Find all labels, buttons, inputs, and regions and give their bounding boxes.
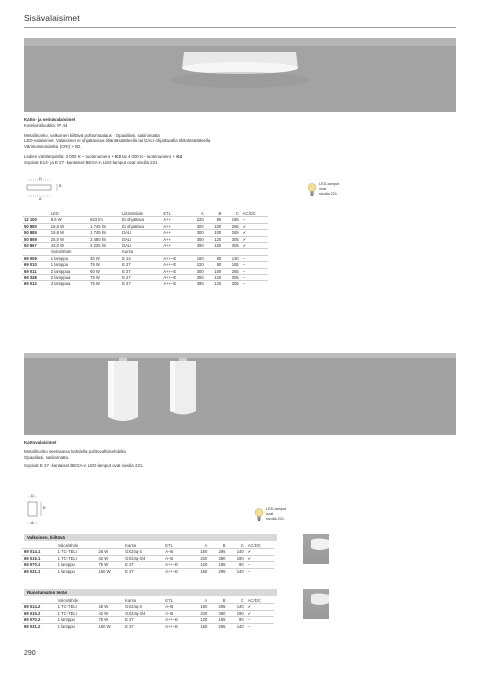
table-cell: – [241,255,268,261]
section1-desc2: LED-valaisimet: Valaisimet ei ohjattavana tiliäntäsäätteella tai DALI-ohjattavalla tiliäntäsäätteella [24,138,211,144]
white-lamp-thumbnail [303,534,329,564]
table-cell: 100 [206,268,224,274]
table-cell: 75 W [88,275,120,281]
table-cell: – [246,617,274,623]
table-cell: DALI [120,230,161,236]
header-divider [24,27,456,28]
dim-label-b: B [59,184,62,188]
table-cell: 305 [223,236,241,242]
table-cell: 140 [228,623,246,629]
table-cell: 4 225 lm [88,243,120,249]
table-cell: 190 [228,555,246,561]
section2-title: Kattovalaisimet [24,440,57,445]
dim2-label-b: B [43,506,46,510]
dimension-diagram-icon-2 [24,494,54,528]
table-cell: 8,5 W [49,217,88,223]
desc4-mid: tai 4 000 K– tuotenumero + [120,153,177,159]
table-cell: 26 W [96,604,123,610]
bulb2-note-line1: LED-lamput [266,507,287,511]
section2-steel-table [22,598,274,629]
ceiling-disc-lamp-image [24,38,456,112]
table-cell: ✔ [246,549,274,555]
table-cell: – [246,562,274,568]
section1-desc1: Metallirunko, valkoinen kiiltävä polttomaalaus · Opaalilasi, satiinimatta [24,132,160,138]
table-cell: 120 [206,281,224,287]
table-cell: A–B [163,555,191,561]
product-code: 50 859 [22,236,49,242]
table-cell: 1 lamppu [56,617,97,623]
table-cell: 923 lm [88,217,120,223]
table-cell: 1 lamppu [49,262,88,268]
product-photo-cylinders [24,353,456,435]
table-cell: 390 [188,281,206,287]
table-cell: 1 TC-TELI [56,610,97,616]
table-cell: 2 lamppua [49,268,88,274]
table-cell: E 27 [123,623,163,629]
table-cell: DALI [120,236,161,242]
section-bar-white: Valkoinen, kiiltävä [24,534,277,541]
page-header-title: Sisävalaisimet [24,13,80,23]
section2-white-table [22,543,274,574]
table-cell: E 14 [120,255,161,261]
table-cell: A++ [161,236,188,242]
table-cell: 160 [191,623,209,629]
product-code: 69 070.2 [22,617,56,623]
product-code: 69 015.1 [22,555,56,561]
table-cell: ✔ [241,243,268,249]
product-code: 50 867 [22,243,49,249]
table-cell: 295 [209,604,227,610]
table-cell: A–B [163,610,191,616]
product-code: 69 011 [22,268,49,274]
table-cell: 1 lamppu [49,255,88,261]
table-cell: 90 [206,262,224,268]
section1-text [24,117,284,166]
product-code: 69 031.1 [22,568,56,574]
table-cell: 100 [206,223,224,229]
table-cell: GX24q-3 [123,549,163,555]
table-cell: 295 [209,549,227,555]
table-cell: 120 [191,562,209,568]
table-cell: 1 745 lm [88,230,120,236]
table-cell: 1 lamppu [56,562,97,568]
table-cell: 220 [191,555,209,561]
bulb2-note-line2: ovat [266,511,274,516]
table-cell: A++–E [163,617,191,623]
table-cell: 220 [188,217,206,223]
section2-desc3: Sopivat E 27 -kantaiset BEGA-n LED-lamput ovat sivulla 221. [24,463,144,469]
table-cell: 380 [209,610,227,616]
table-cell: A++ [161,223,188,229]
table-cell: 295 [209,568,227,574]
table-cell: E 27 [123,562,163,568]
table-cell: 80 [206,255,224,261]
table-cell: 185 [223,217,241,223]
table-cell: 120 [206,275,224,281]
section1-desc5: Sopivat E14- ja E 27 -kantaiset BEGA-n LED-lamput ovat sivulla 221. [24,159,159,165]
table-cell: 150 W [96,623,123,629]
table-cell: 380 [209,555,227,561]
table-cell: 160 [191,549,209,555]
table-cell: 18,8 W [49,223,88,229]
table-cell: E 27 [120,281,161,287]
table-cell: 90 [206,217,224,223]
product-code: 69 348 [22,275,49,281]
desc4-k3: K3 [115,153,121,159]
table-cell: 140 [228,568,246,574]
table-cell: 90 [228,617,246,623]
dim-label-a: A [39,197,42,201]
table-cell: 75 W [88,281,120,287]
table-cell: 150 W [96,568,123,574]
table-cell: 43,0 W [49,243,88,249]
table-cell: A++–E [161,262,188,268]
table-cell: A++ [161,230,188,236]
table-cell: 265 [223,268,241,274]
table-cell: A++–E [163,623,191,629]
product-code: 69 031.2 [22,623,56,629]
table-cell: ✔ [241,230,268,236]
table-cell: A++–E [163,568,191,574]
table-cell: 185 [223,262,241,268]
led-bulb-note-2 [254,507,314,529]
bulb-note-text [319,182,339,196]
product-code: 69 009 [22,255,49,261]
table-cell: 140 [228,549,246,555]
dim2-label-a: A [31,521,34,525]
table-cell: 75 W [96,617,123,623]
table-cell: 42 W [96,555,123,561]
product-code: 50 885 [22,230,49,236]
cylinder-lamps-image [24,353,456,435]
table-cell: ✔ [246,555,274,561]
bulb-note-line3: sivulla 221. [319,191,338,196]
table-cell: – [241,262,268,268]
table-cell: 75 W [88,262,120,268]
table-cell: 1 lamppu [56,623,97,629]
bulb-note-line2: ovat [319,186,327,191]
table-cell: 300 [188,223,206,229]
steel-lamp-thumbnail [303,589,329,619]
table-cell: A++–E [163,562,191,568]
table-cell: Ei ohjattava [120,223,161,229]
table-cell: 160 [191,568,209,574]
table-cell: 42 W [96,610,123,616]
product-code: 69 010 [22,262,49,268]
table-cell: 100 [206,230,224,236]
table-cell: 390 [188,243,206,249]
product-code: 69 015.2 [22,610,56,616]
table-cell: 305 [223,275,241,281]
table-cell: 300 [188,268,206,274]
bulb-note-text-2 [266,507,286,521]
led-bulb-note-1 [307,182,367,204]
table2-header-row: Valonlähde Kanta ETL A B C AC/DC [57,543,261,548]
table-cell: ✔ [246,610,274,616]
table-cell: 305 [223,281,241,287]
table-cell: 140 [228,604,246,610]
table-cell: 265 [223,230,241,236]
bulb-note-line1: LED-lamput [319,182,340,186]
table-cell: 120 [206,243,224,249]
desc4-k4: K4 [176,153,182,159]
table-cell: 26 W [96,549,123,555]
dimension-drawing-2 [24,494,54,528]
table-cell: E 27 [123,568,163,574]
table-cell: E 27 [120,262,161,268]
table-header-row-2: Valonlähde Kanta [22,249,268,255]
table-cell: 350 [188,236,206,242]
table-cell: 120 [206,236,224,242]
table-row [22,623,274,629]
table-cell: 1 745 lm [88,223,120,229]
table-cell: 60 W [88,268,120,274]
product-code: 69 012 [22,281,49,287]
table-cell: 1 TC-TELI [56,555,97,561]
table-cell: 185 [209,562,227,568]
dimension-drawing-1 [24,177,74,203]
table-cell: 300 [188,230,206,236]
table-cell: A++–E [161,281,188,287]
table-cell: – [241,281,268,287]
table-cell: 220 [188,262,206,268]
table-cell: A++ [161,217,188,223]
table-cell: 1 TC-TELI [56,604,97,610]
light-bulb-icon [307,182,317,198]
section1-led-table [22,211,268,287]
table-cell: 190 [228,610,246,616]
table-cell: 3 lamppua [49,281,88,287]
table-cell: – [241,275,268,281]
table-cell: A++–E [161,275,188,281]
section2-desc1: Metallirunko seetasiesa kahdella polttovalhiisehdella [24,448,126,454]
page-number: 290 [24,650,36,657]
table-cell: ✔ [246,604,274,610]
product-code: 50 880 [22,223,49,229]
product-code: 12 100 [22,217,49,223]
bulb2-note-line3: sivulla 221. [266,516,285,521]
table-row [22,281,268,287]
section2-desc2: Opaalilasi, satiinimatta. [24,454,70,460]
table-cell: 305 [223,243,241,249]
section-bar-steel: Ruostumaton teräs [24,589,277,596]
table3-header-row: Valonlähde Kanta ETL A B C AC/DC [57,598,261,603]
table-cell: 220 [191,610,209,616]
section1-desc3: Värintoistoindeksi (CRI) > 80. [24,144,82,150]
table-cell: E 27 [123,617,163,623]
table-cell: 295 [209,623,227,629]
table-cell: – [241,217,268,223]
table-cell: 75 W [96,562,123,568]
table-cell: 18,8 W [49,230,88,236]
table-cell: 130 [223,255,241,261]
table-cell: A++ [161,243,188,249]
table-cell: A++–E [161,255,188,261]
table-cell: DALI [120,243,161,249]
dimension-diagram-icon [24,177,74,203]
table-cell: GX24q-3/4 [123,555,163,561]
table-cell: – [241,268,268,274]
dim2-label-d: D [31,494,34,498]
table-cell: GX24q-3/4 [123,610,163,616]
section1-title: Katto- ja seinävalaisimet [24,117,76,122]
table-row [22,568,274,574]
table-cell: – [246,568,274,574]
side-photo-steel [303,589,329,619]
table-cell: E 27 [120,268,161,274]
product-code: 69 070.1 [22,562,56,568]
table-cell: 2 lamppua [49,275,88,281]
table-cell: 185 [209,617,227,623]
table-cell: – [246,623,274,629]
table-cell: 160 [188,255,206,261]
table-cell: 25,0 W [49,236,88,242]
table-cell: A–B [163,604,191,610]
table-cell: 2 480 lm [88,236,120,242]
table-cell: ✔ [241,236,268,242]
table-cell: 120 [191,617,209,623]
table-cell: 265 [223,223,241,229]
product-photo-ceiling-disc [24,38,456,112]
table-cell: 90 [228,562,246,568]
table-cell: 1 lamppu [56,568,97,574]
product-code: 69 014.2 [22,604,56,610]
table-cell: 1 TC-TELI [56,549,97,555]
table-cell: GX24q-3 [123,604,163,610]
side-photo-white [303,534,329,564]
table-cell: A–B [163,549,191,555]
table-cell: 160 [191,604,209,610]
table-cell: E 27 [120,275,161,281]
table-header-row: LED Liitäntälaite ETL A B C AC/DC [50,211,256,216]
table-cell: 350 [188,275,206,281]
dim-label-d: D [39,177,42,181]
section2-text [24,440,284,469]
product-code: 69 014.1 [22,549,56,555]
desc4-prefix: Ledien värilämpötila: 3 000 K – tuotenumero + [24,153,116,159]
table-cell: ✔ [241,223,268,229]
table-cell: Ei ohjattava [120,217,161,223]
table-cell: 40 W [88,255,120,261]
section1-subtitle: Kotelointiluokka: IP 44 [24,122,68,128]
table-cell: A++–E [161,268,188,274]
light-bulb-icon-2 [254,507,264,523]
